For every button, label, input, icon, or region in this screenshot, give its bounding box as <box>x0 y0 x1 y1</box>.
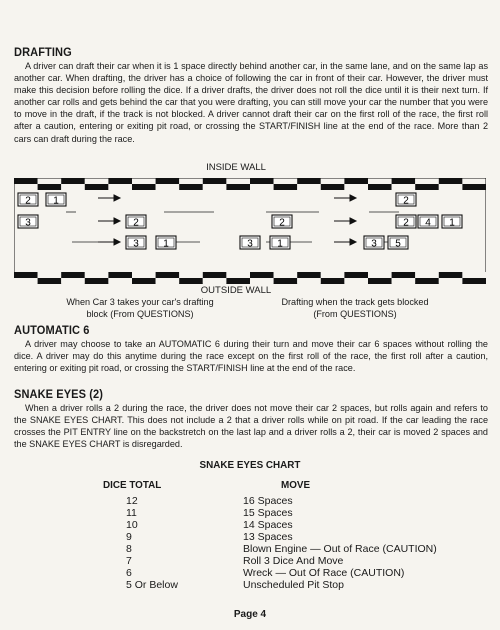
snake-eyes-paragraph: When a driver rolls a 2 during the race, the driver does not move their car 2 spaces, but rolls again and refers to the SNAKE EYES CHART. This does not include a 2 that a driver rolls while on pit road. If the car leading the race crosses the PIT ENTRY line on the backstretch on the last lap and a driver rolls a 2, their car is moved 2 spaces and the SNAKE EYES CHART is disregarded. <box>14 403 488 450</box>
wall-block <box>392 184 416 190</box>
race-car-1 <box>270 236 290 250</box>
wall-block <box>415 178 439 184</box>
move-cell: 14 Spaces <box>243 519 293 531</box>
arrow-head <box>350 195 356 201</box>
dice-total-cell: 11 <box>126 507 137 519</box>
race-car-2 <box>126 215 146 229</box>
wall-block <box>297 184 321 190</box>
automatic6-paragraph: A driver may choose to take an AUTOMATIC 6 during their turn and move their car 6 spaces without rolling the dice. A driver may do this anytime during the race except on the first roll of the race, the first roll after a caution, entering or exiting pit road, or crossing the START/FINISH line at the end of the race. <box>14 339 488 374</box>
wall-block <box>61 278 85 284</box>
outside-wall-label: OUTSIDE WALL <box>200 285 272 296</box>
svg-text:3: 3 <box>25 217 31 229</box>
wall-block <box>14 178 38 184</box>
dice-total-cell: 10 <box>126 519 138 531</box>
dice-total-header: DICE TOTAL <box>103 479 162 491</box>
arrow-head <box>114 239 120 245</box>
wall-block <box>368 278 392 284</box>
wall-block <box>462 272 486 278</box>
arrow-head <box>114 218 120 224</box>
wall-block <box>415 184 439 190</box>
wall-block <box>132 278 156 284</box>
wall-block <box>415 272 439 278</box>
wall-block <box>179 278 203 284</box>
chart-row <box>0 495 500 507</box>
svg-text:2: 2 <box>133 217 139 229</box>
automatic6-heading: AUTOMATIC 6 <box>14 323 90 337</box>
race-car-3 <box>126 236 146 250</box>
race-car-1 <box>156 236 176 250</box>
arrow-head <box>350 218 356 224</box>
move-cell: Blown Engine — Out of Race (CAUTION) <box>243 543 437 555</box>
wall-block <box>250 278 274 284</box>
wall-block <box>179 272 203 278</box>
wall-block <box>321 278 345 284</box>
move-cell: 15 Spaces <box>243 507 293 519</box>
wall-block <box>368 272 392 278</box>
wall-block <box>14 184 38 190</box>
wall-block <box>392 272 416 278</box>
chart-row <box>0 531 500 543</box>
wall-block <box>344 278 368 284</box>
wall-block <box>108 278 132 284</box>
svg-text:1: 1 <box>449 217 455 229</box>
svg-text:4: 4 <box>425 217 431 229</box>
move-cell: 16 Spaces <box>243 495 293 507</box>
wall-block <box>344 184 368 190</box>
dice-total-cell: 9 <box>126 531 132 543</box>
wall-block <box>156 184 180 190</box>
race-car-2 <box>396 215 416 229</box>
wall-block <box>274 278 298 284</box>
wall-block <box>38 272 62 278</box>
wall-block <box>61 272 85 278</box>
race-car-3 <box>18 215 38 229</box>
wall-block <box>132 184 156 190</box>
wall-block <box>156 178 180 184</box>
wall-block <box>156 278 180 284</box>
svg-text:2: 2 <box>403 217 409 229</box>
arrow-head <box>350 239 356 245</box>
wall-block <box>179 178 203 184</box>
wall-block <box>226 178 250 184</box>
wall-block <box>38 278 62 284</box>
chart-row <box>0 543 500 555</box>
diagram-caption-right: Drafting when the track gets blocked (From QUESTIONS) <box>281 297 429 319</box>
race-car-4 <box>418 215 438 229</box>
wall-block <box>226 184 250 190</box>
dice-total-cell: 12 <box>126 495 138 507</box>
snake-eyes-chart-title: SNAKE EYES CHART <box>199 459 301 471</box>
snake-eyes-heading: SNAKE EYES (2) <box>14 387 104 401</box>
wall-block <box>226 272 250 278</box>
race-car-3 <box>240 236 260 250</box>
dice-total-cell: 7 <box>126 555 132 567</box>
track-svg <box>14 178 486 284</box>
svg-text:2: 2 <box>279 217 285 229</box>
diagram-caption-left: When Car 3 takes your car's drafting block (From QUESTIONS) <box>66 297 214 319</box>
chart-row <box>0 579 500 591</box>
arrow-head <box>114 195 120 201</box>
wall-block <box>156 272 180 278</box>
race-car-1 <box>46 193 66 207</box>
wall-block <box>85 178 109 184</box>
wall-block <box>250 178 274 184</box>
wall-block <box>85 272 109 278</box>
move-cell: Roll 3 Dice And Move <box>243 555 344 567</box>
wall-block <box>14 278 38 284</box>
wall-block <box>297 278 321 284</box>
move-cell: Wreck — Out Of Race (CAUTION) <box>243 567 405 579</box>
move-cell: Unscheduled Pit Stop <box>243 579 344 591</box>
wall-block <box>297 272 321 278</box>
race-car-2 <box>272 215 292 229</box>
svg-text:1: 1 <box>53 195 59 207</box>
wall-block <box>439 278 463 284</box>
wall-block <box>38 178 62 184</box>
wall-block <box>462 278 486 284</box>
wall-block <box>439 178 463 184</box>
wall-block <box>226 278 250 284</box>
svg-text:5: 5 <box>395 238 401 250</box>
wall-block <box>203 278 227 284</box>
race-car-2 <box>396 193 416 207</box>
wall-block <box>439 184 463 190</box>
wall-block <box>439 272 463 278</box>
wall-block <box>344 272 368 278</box>
track-diagram <box>14 178 486 284</box>
chart-row <box>0 555 500 567</box>
inside-wall-label: INSIDE WALL <box>206 162 266 173</box>
drafting-heading: DRAFTING <box>14 45 72 59</box>
wall-block <box>132 272 156 278</box>
wall-block <box>203 272 227 278</box>
wall-block <box>85 278 109 284</box>
race-car-5 <box>388 236 408 250</box>
dice-total-cell: 6 <box>126 567 132 579</box>
wall-block <box>108 178 132 184</box>
svg-text:1: 1 <box>277 238 283 250</box>
wall-block <box>415 278 439 284</box>
wall-block <box>179 184 203 190</box>
wall-block <box>203 184 227 190</box>
svg-text:2: 2 <box>25 195 31 207</box>
wall-block <box>85 184 109 190</box>
wall-block <box>462 184 486 190</box>
wall-block <box>61 178 85 184</box>
race-car-3 <box>364 236 384 250</box>
drafting-paragraph: A driver can draft their car when it is 1 space directly behind another car, in the same lane, and on the same lap as another car. When drafting, the driver has a choice of following the car in front of their car. However, the driver must make this decision before rolling the dice. If a driver drafts, the driver does not roll the dice until it is their next turn. If another car rolls and gets behind the car that you were drafting, you can still move your car the number that you were to move in the draft, if the track is not blocked. A driver cannot draft their car on the first roll of the race, the first roll after a caution, entering or exiting pit road, or crossing the START/FINISH line at the end of the race. More than 2 cars can draft during the race. <box>14 61 488 144</box>
chart-row <box>0 507 500 519</box>
wall-block <box>108 184 132 190</box>
chart-row <box>0 519 500 531</box>
wall-block <box>462 178 486 184</box>
svg-text:3: 3 <box>133 238 139 250</box>
wall-block <box>250 272 274 278</box>
race-car-1 <box>442 215 462 229</box>
wall-block <box>108 272 132 278</box>
wall-block <box>321 184 345 190</box>
dice-total-cell: 5 Or Below <box>126 579 178 591</box>
wall-block <box>392 178 416 184</box>
svg-text:3: 3 <box>371 238 377 250</box>
wall-block <box>250 184 274 190</box>
chart-row <box>0 567 500 579</box>
wall-block <box>61 184 85 190</box>
wall-block <box>321 178 345 184</box>
wall-block <box>321 272 345 278</box>
move-cell: 13 Spaces <box>243 531 293 543</box>
race-car-2 <box>18 193 38 207</box>
wall-block <box>132 178 156 184</box>
wall-block <box>14 272 38 278</box>
wall-block <box>38 184 62 190</box>
wall-block <box>274 178 298 184</box>
page-number: Page 4 <box>233 609 267 620</box>
wall-block <box>392 278 416 284</box>
dice-total-cell: 8 <box>126 543 132 555</box>
wall-block <box>274 184 298 190</box>
wall-block <box>274 272 298 278</box>
wall-block <box>368 178 392 184</box>
wall-block <box>344 178 368 184</box>
svg-text:3: 3 <box>247 238 253 250</box>
wall-block <box>297 178 321 184</box>
svg-text:2: 2 <box>403 195 409 207</box>
move-header: MOVE <box>281 479 311 491</box>
svg-text:1: 1 <box>163 238 169 250</box>
wall-block <box>368 184 392 190</box>
wall-block <box>203 178 227 184</box>
